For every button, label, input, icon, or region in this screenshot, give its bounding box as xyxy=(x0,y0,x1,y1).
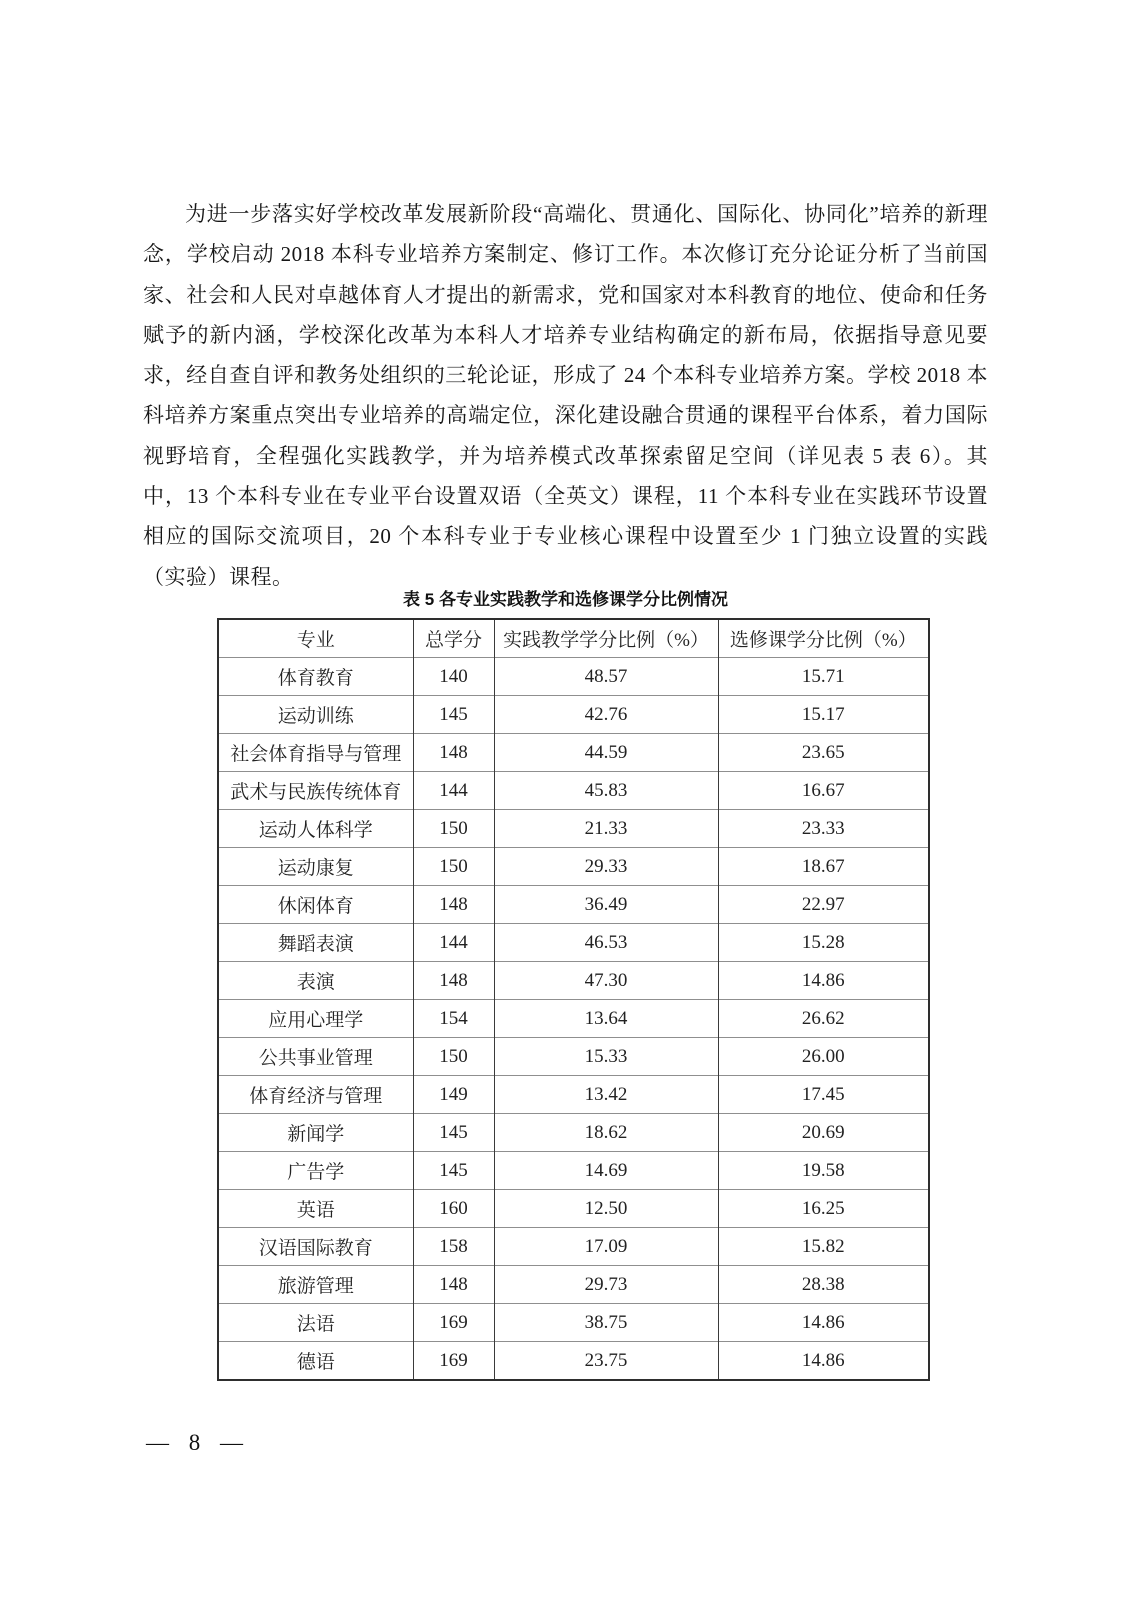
cell-elective-ratio: 19.58 xyxy=(718,1152,929,1190)
cell-elective-ratio: 16.25 xyxy=(718,1190,929,1228)
page-number: — 8 — xyxy=(146,1430,250,1455)
cell-major: 社会体育指导与管理 xyxy=(218,734,413,772)
cell-major: 体育经济与管理 xyxy=(218,1076,413,1114)
cell-major: 公共事业管理 xyxy=(218,1038,413,1076)
cell-major: 汉语国际教育 xyxy=(218,1228,413,1266)
cell-total-credits: 150 xyxy=(413,1038,494,1076)
cell-total-credits: 169 xyxy=(413,1304,494,1342)
table-row xyxy=(218,924,929,962)
cell-total-credits: 144 xyxy=(413,772,494,810)
cell-elective-ratio: 15.82 xyxy=(718,1228,929,1266)
cell-major: 法语 xyxy=(218,1304,413,1342)
cell-total-credits: 148 xyxy=(413,886,494,924)
cell-practice-ratio: 48.57 xyxy=(494,658,718,696)
cell-elective-ratio: 14.86 xyxy=(718,962,929,1000)
table-row xyxy=(218,962,929,1000)
cell-total-credits: 150 xyxy=(413,848,494,886)
cell-total-credits: 169 xyxy=(413,1342,494,1381)
table-row xyxy=(218,1000,929,1038)
cell-elective-ratio: 14.86 xyxy=(718,1304,929,1342)
cell-practice-ratio: 38.75 xyxy=(494,1304,718,1342)
cell-major: 运动康复 xyxy=(218,848,413,886)
credit-ratio-table xyxy=(217,618,930,1381)
cell-practice-ratio: 12.50 xyxy=(494,1190,718,1228)
cell-total-credits: 145 xyxy=(413,1114,494,1152)
cell-total-credits: 158 xyxy=(413,1228,494,1266)
cell-major: 运动训练 xyxy=(218,696,413,734)
cell-elective-ratio: 16.67 xyxy=(718,772,929,810)
table-row xyxy=(218,1076,929,1114)
cell-elective-ratio: 15.28 xyxy=(718,924,929,962)
cell-practice-ratio: 44.59 xyxy=(494,734,718,772)
cell-practice-ratio: 21.33 xyxy=(494,810,718,848)
cell-practice-ratio: 29.33 xyxy=(494,848,718,886)
body-paragraph: 为进一步落实好学校改革发展新阶段“高端化、贯通化、国际化、协同化”培养的新理念，学校启动 2018 本科专业培养方案制定、修订工作。本次修订充分论证分析了当前国家、社会和人民对卓越体育人才提出的新需求，党和国家对本科教育的地位、使命和任务赋予的新内涵，学校深化改革为本科人才培养专业结构确定的新布局，依据指导意见要求，经自查自评和教务处组织的三轮论证，形成了 24 个本科专业培养方案。学校 2018 本科培养方案重点突出专业培养的高端定位，深化建设融合贯通的课程平台体系，着力国际视野培育，全程强化实践教学，并为培养模式改革探索留足空间（详见表 5 表 6）。其中，13 个本科专业在专业平台设置双语（全英文）课程，11 个本科专业在实践环节设置相应的国际交流项目，20 个本科专业于专业核心课程中设置至少 1 门独立设置的实践（实验）课程。 xyxy=(143,202,988,589)
table-row xyxy=(218,1190,929,1228)
cell-practice-ratio: 13.42 xyxy=(494,1076,718,1114)
cell-elective-ratio: 20.69 xyxy=(718,1114,929,1152)
table-caption: 表 5 各专业实践教学和选修课学分比例情况 xyxy=(403,590,728,609)
table-row xyxy=(218,848,929,886)
header-total-credits: 总学分 xyxy=(413,619,494,658)
cell-total-credits: 148 xyxy=(413,1266,494,1304)
cell-total-credits: 145 xyxy=(413,1152,494,1190)
table-row xyxy=(218,1038,929,1076)
cell-elective-ratio: 26.62 xyxy=(718,1000,929,1038)
cell-total-credits: 148 xyxy=(413,734,494,772)
table-body xyxy=(218,658,929,1381)
cell-major: 休闲体育 xyxy=(218,886,413,924)
header-practice-ratio: 实践教学学分比例（%） xyxy=(494,619,718,658)
cell-major: 体育教育 xyxy=(218,658,413,696)
table-row xyxy=(218,1228,929,1266)
cell-elective-ratio: 28.38 xyxy=(718,1266,929,1304)
cell-practice-ratio: 29.73 xyxy=(494,1266,718,1304)
cell-elective-ratio: 17.45 xyxy=(718,1076,929,1114)
cell-practice-ratio: 46.53 xyxy=(494,924,718,962)
table-row xyxy=(218,1266,929,1304)
cell-elective-ratio: 23.33 xyxy=(718,810,929,848)
cell-elective-ratio: 15.71 xyxy=(718,658,929,696)
cell-practice-ratio: 14.69 xyxy=(494,1152,718,1190)
table-row xyxy=(218,696,929,734)
cell-practice-ratio: 15.33 xyxy=(494,1038,718,1076)
table-row xyxy=(218,1114,929,1152)
cell-practice-ratio: 42.76 xyxy=(494,696,718,734)
cell-total-credits: 160 xyxy=(413,1190,494,1228)
table-row xyxy=(218,810,929,848)
cell-practice-ratio: 47.30 xyxy=(494,962,718,1000)
table-header xyxy=(218,619,929,658)
cell-major: 旅游管理 xyxy=(218,1266,413,1304)
cell-total-credits: 149 xyxy=(413,1076,494,1114)
cell-practice-ratio: 17.09 xyxy=(494,1228,718,1266)
cell-practice-ratio: 18.62 xyxy=(494,1114,718,1152)
cell-elective-ratio: 15.17 xyxy=(718,696,929,734)
table-row xyxy=(218,1152,929,1190)
cell-practice-ratio: 45.83 xyxy=(494,772,718,810)
cell-total-credits: 140 xyxy=(413,658,494,696)
cell-major: 武术与民族传统体育 xyxy=(218,772,413,810)
table-header-row xyxy=(218,619,929,658)
cell-elective-ratio: 14.86 xyxy=(718,1342,929,1381)
cell-practice-ratio: 13.64 xyxy=(494,1000,718,1038)
cell-major: 德语 xyxy=(218,1342,413,1381)
cell-major: 表演 xyxy=(218,962,413,1000)
table-row xyxy=(218,1342,929,1381)
table-row xyxy=(218,1304,929,1342)
table-row xyxy=(218,772,929,810)
cell-total-credits: 144 xyxy=(413,924,494,962)
cell-total-credits: 145 xyxy=(413,696,494,734)
cell-practice-ratio: 23.75 xyxy=(494,1342,718,1381)
cell-total-credits: 148 xyxy=(413,962,494,1000)
cell-practice-ratio: 36.49 xyxy=(494,886,718,924)
cell-elective-ratio: 18.67 xyxy=(718,848,929,886)
cell-total-credits: 154 xyxy=(413,1000,494,1038)
cell-major: 舞蹈表演 xyxy=(218,924,413,962)
cell-major: 新闻学 xyxy=(218,1114,413,1152)
cell-major: 运动人体科学 xyxy=(218,810,413,848)
header-elective-ratio: 选修课学分比例（%） xyxy=(718,619,929,658)
cell-elective-ratio: 23.65 xyxy=(718,734,929,772)
header-major: 专业 xyxy=(296,630,335,651)
table-row xyxy=(218,734,929,772)
cell-major: 广告学 xyxy=(218,1152,413,1190)
cell-total-credits: 150 xyxy=(413,810,494,848)
cell-elective-ratio: 22.97 xyxy=(718,886,929,924)
cell-elective-ratio: 26.00 xyxy=(718,1038,929,1076)
cell-major: 英语 xyxy=(218,1190,413,1228)
table-row xyxy=(218,886,929,924)
table-row xyxy=(218,658,929,696)
cell-major: 应用心理学 xyxy=(218,1000,413,1038)
